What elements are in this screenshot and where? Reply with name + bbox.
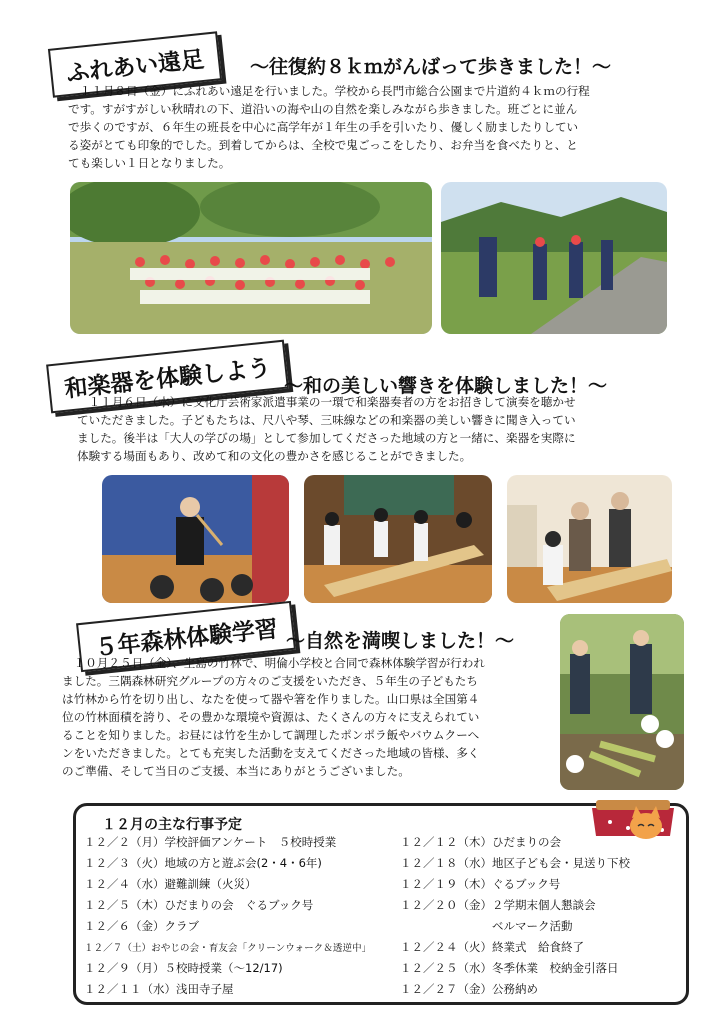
schedule-item: １２／２４（火）終業式 給食終了 [400, 940, 584, 954]
schedule-item: １２／４（水）避難訓練（火災） [84, 877, 257, 891]
section1-line: ても楽しい１日となりました。 [68, 156, 231, 170]
section2-body [77, 393, 675, 465]
photo-koto-practice [304, 475, 492, 603]
schedule-item: １２／１２（木）ひだまりの会 [400, 835, 561, 849]
photo-shakuhachi-performance [102, 475, 289, 603]
photo-koto-community [507, 475, 672, 603]
section1-line: １１月８日（金）にふれあい遠足を行いました。学校から長門市総合公園まで片道約４ｋｍの行程 [68, 84, 590, 98]
section3-line: 位の竹林面積を誇り、その豊かな環境や資源は、たくさんの方々に支えられてい [62, 710, 480, 724]
section3-title: ５年森林体験学習 [76, 601, 296, 672]
schedule-item: １２／３（火）地域の方と遊ぶ会(2・4・6年) [84, 856, 322, 870]
schedule-item: １２／２５（水）冬季休業 校納金引落日 [400, 961, 619, 975]
schedule-item: １２／１８（水）地区子ども会・見送り下校 [400, 856, 630, 870]
schedule-title: １２月の主な行事予定 [102, 817, 242, 833]
section2-subtitle: 〜和の美しい響きを体験しました！〜 [284, 375, 608, 397]
section3-subtitle: 〜自然を満喫しました！〜 [286, 630, 515, 652]
section2-line: 体験する場面もあり、改めて和の文化の豊かさを感じることができました。 [77, 449, 472, 463]
section3-line: ンをいただきました。とても充実した活動を支えてくださった地域の皆様、多く [62, 746, 480, 760]
section2-line: ました。後半は「大人の学びの場」として参加してくださった地域の方と一緒に、楽器を実際に [77, 431, 576, 445]
section1-subtitle: 〜往復約８ｋｍがんばって歩きました！〜 [250, 56, 612, 78]
schedule-box [73, 803, 689, 1005]
photo-walking [441, 182, 667, 334]
cat-kotatsu-icon [588, 786, 678, 844]
section1-line: る姿がとても印象的でした。到着してからは、全校で鬼ごっこをしたり、お弁当を食べたりと、と [68, 138, 578, 152]
section3-line: ることを知りました。お昼には竹を生かして調理したポンポラ飯やバウムクーへ [62, 728, 480, 742]
schedule-item: １２／２７（金）公務納め [400, 982, 538, 996]
section3-line: は竹林から竹を切り出し、なたを使って器や箸を作りました。山口県は全国第４ [62, 692, 480, 706]
section2-line: ていただきました。子どもたちは、尺八や琴、三味線などの和楽器の美しい響きに聞き入ってい [77, 413, 576, 427]
section1-line: で歩くのですが、６年生の班長を中心に高学年が１年生の手を引いたり、優しく励ましたりしてい [68, 120, 579, 134]
section3-line: １０月２５日（金）、生島の竹林で、明倫小学校と合同で森林体験学習が行われ [62, 656, 485, 670]
photo-group-students [70, 182, 432, 334]
schedule-item: １２／１９（木）ぐるブック号 [400, 877, 561, 891]
section2-title: 和楽器を体験しよう [46, 340, 289, 414]
schedule-item: １２／５（木）ひだまりの会 ぐるブック号 [84, 898, 314, 912]
schedule-item: １２／２（月）学校評価アンケート ５校時授業 [84, 835, 337, 849]
section3-line: のご準備、そして当日のご支援、本当にありがとうございました。 [62, 764, 410, 778]
section3-line: ました。三隅森林研究グループの方々のご支援をいただき、５年生の子どもたち [62, 674, 478, 688]
section3-body [62, 654, 556, 780]
photo-forest-bamboo [560, 614, 684, 790]
schedule-item: １２／１１（水）浅田寺子屋 [84, 982, 234, 996]
section2-line: １１月６日（水）に文化庁芸術家派遣事業の一環で和楽器奏者の方をお招きして演奏を聴かせ [77, 395, 576, 409]
section1-title: ふれあい遠足 [48, 31, 222, 98]
schedule-item: １２／６（金）クラブ [84, 919, 199, 933]
section1-body [68, 82, 668, 172]
schedule-item: １２／７（土）おやじの会・育友会「クリーンウォーク＆透逆中」 [84, 943, 372, 954]
schedule-item: １２／２０（金）２学期末個人懇談会 [400, 898, 596, 912]
schedule-item: ベルマーク活動 [400, 919, 573, 933]
schedule-item: １２／９（月）５校時授業（〜12/17) [84, 961, 283, 975]
section1-line: です。すがすがしい秋晴れの下、道沿いの海や山の自然を楽しみながら歩きました。班ごとに並ん [68, 102, 578, 116]
